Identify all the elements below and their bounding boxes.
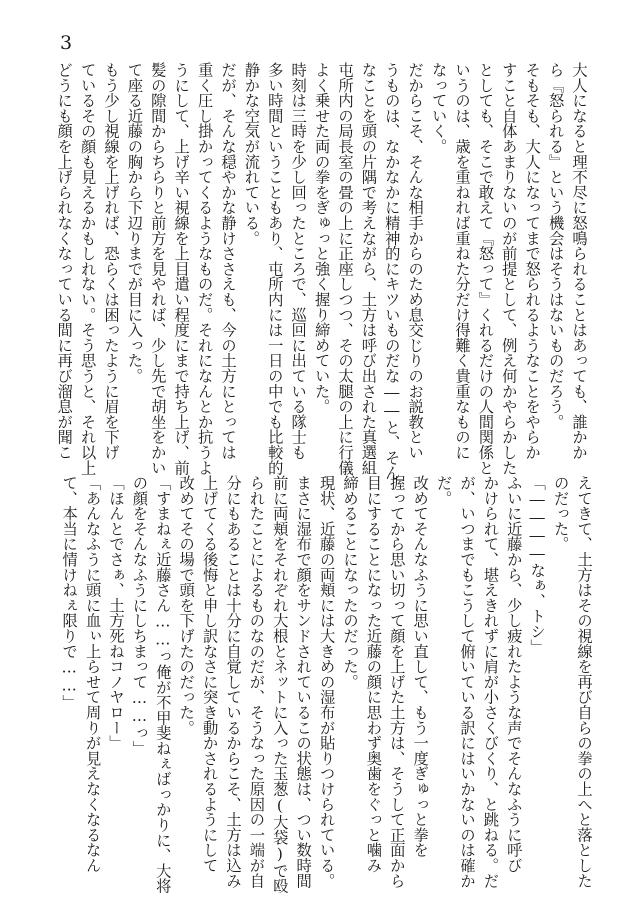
text-column: 分にもあることは十分に自覚しているからこそ、土方は込み [224,475,242,889]
text-column: 前に両頬をそれぞれ大根とネットに入った玉葱(大袋)で殴 [270,475,289,894]
text-column: よく乗せた両の拳をぎゅっと強く握り締めていた。 [312,62,331,414]
text-column: 改めてその場で頭を下げたのだった。 [177,475,196,736]
text-column: て座る近藤の胸から下辺りまでが目に入った。 [125,62,144,384]
text-column: 目にすることになった近藤の顔に思わず奥歯をぐっと噛み [364,475,383,873]
text-column: そもそも、大人になってまで怒られるようなことをやらか [523,62,542,460]
text-column: ているその顔も見えるかもしれない。そう思うと、それ以上 [78,62,97,476]
text-column: えてきて、土方はその視線を再び自らの拳の上へと落とした [575,475,593,889]
text-column: 多い時間ということもあり、屯所内には一日の中でも比較的 [265,62,284,476]
text-column: なっていく。 [429,62,448,154]
text-column: 静かな空気が流れている。 [242,62,261,246]
text-column: 「ほんとでさぁ、土方死ねコノヤロー」 [107,475,125,751]
lower-text-block [55,475,593,894]
upper-text-block [48,62,588,481]
text-column: 現状、近藤の両頬には大きめの湿布が貼りつけられている。 [317,475,336,889]
text-column: ふいに近藤から、少し疲れたような声でそんなふうに呼び [504,475,523,873]
text-column: 「あんなふうに頭に血ぃ上らせて周りが見えなくなるなん [83,475,102,873]
text-column: 時刻は三時を少し回ったところで、巡回に出ている隊士も [289,62,308,460]
text-column: 屯所内の局長室の畳の上に正座しつつ、その太腿の上に行儀 [336,62,354,476]
text-column: 大人になると理不尽に怒鳴られることはあっても、誰かか [570,62,588,460]
text-column: て、本当に情けねぇ限りで……」 [60,475,79,710]
text-column: 「すまねぇ近藤さん……っ俺が不甲斐ねぇばっかりに、大将 [153,475,172,894]
text-column: が、いつまでもこうして俯いている訳にはいかないのは確か [458,475,476,889]
text-column: 「――――なぁ、トシ」 [528,475,547,655]
text-column: 髪の隙間からちらりと前方を見やれば、少し先で胡坐をかい [148,62,167,476]
text-column: だが、そんな穏やかな静けささえも、今の土方にとっては [219,62,237,460]
text-column: 締めることになったのだった。 [341,475,359,690]
text-column: ら『怒られる』という機会はそうはないものだろう。 [546,62,565,430]
text-column: すこと自体あまりないのが前提として、例え何かやらかした [499,62,518,476]
text-column: なことを頭の片隅で考えながら、土方は呼び出された真選組 [359,62,378,476]
text-column: いうのは、歳を重ねれば重ねた分だけ得難く貴重なものに [453,62,471,460]
text-column: 上げてくる後悔と申し訳なさに突き動かされるようにして [200,475,219,873]
text-column: だからこそ、そんな相手からのため息交じりのお説教とい [406,62,425,460]
page-number: 3 [60,32,73,54]
text-column: かけられて、堪えきれずに肩が小さくびくり、と跳ねる。だ [481,475,500,889]
text-column: だ。 [434,475,453,506]
text-column: うものは、なかなかに精神的にキツいものだな――と、そん [382,62,401,481]
text-column: まさに湿布で顔をサンドされているこの状態は、つい数時間 [294,475,313,889]
text-column: 改めてそんなふうに思い直して、もう一度ぎゅっと拳を [411,475,430,858]
text-column: 重く圧し掛かってくるようなものだ。それになんとか抗うよ [195,62,214,476]
text-column: 握ってから思い切って顔を上げた土方は、そうして正面から [387,475,406,889]
text-column: どうにも顔を上げられなくなっている間に再び溜息が聞こ [55,62,74,460]
text-column: られたことによるものなのだが、そうなった原因の一端が自 [247,475,266,889]
text-column: もう少し視線を上げれば、恐らくは困ったように眉を下げ [102,62,120,460]
text-column: としても、そこで敢えて『怒って』くれるだけの人間関係と [476,62,495,476]
text-column: の顔をそんなふうにしちまって……っ」 [130,475,149,756]
text-column: うにして、上げ辛い視線を上目遣い程度にまで持ち上げ、前 [172,62,191,476]
text-column: のだった。 [551,475,570,552]
